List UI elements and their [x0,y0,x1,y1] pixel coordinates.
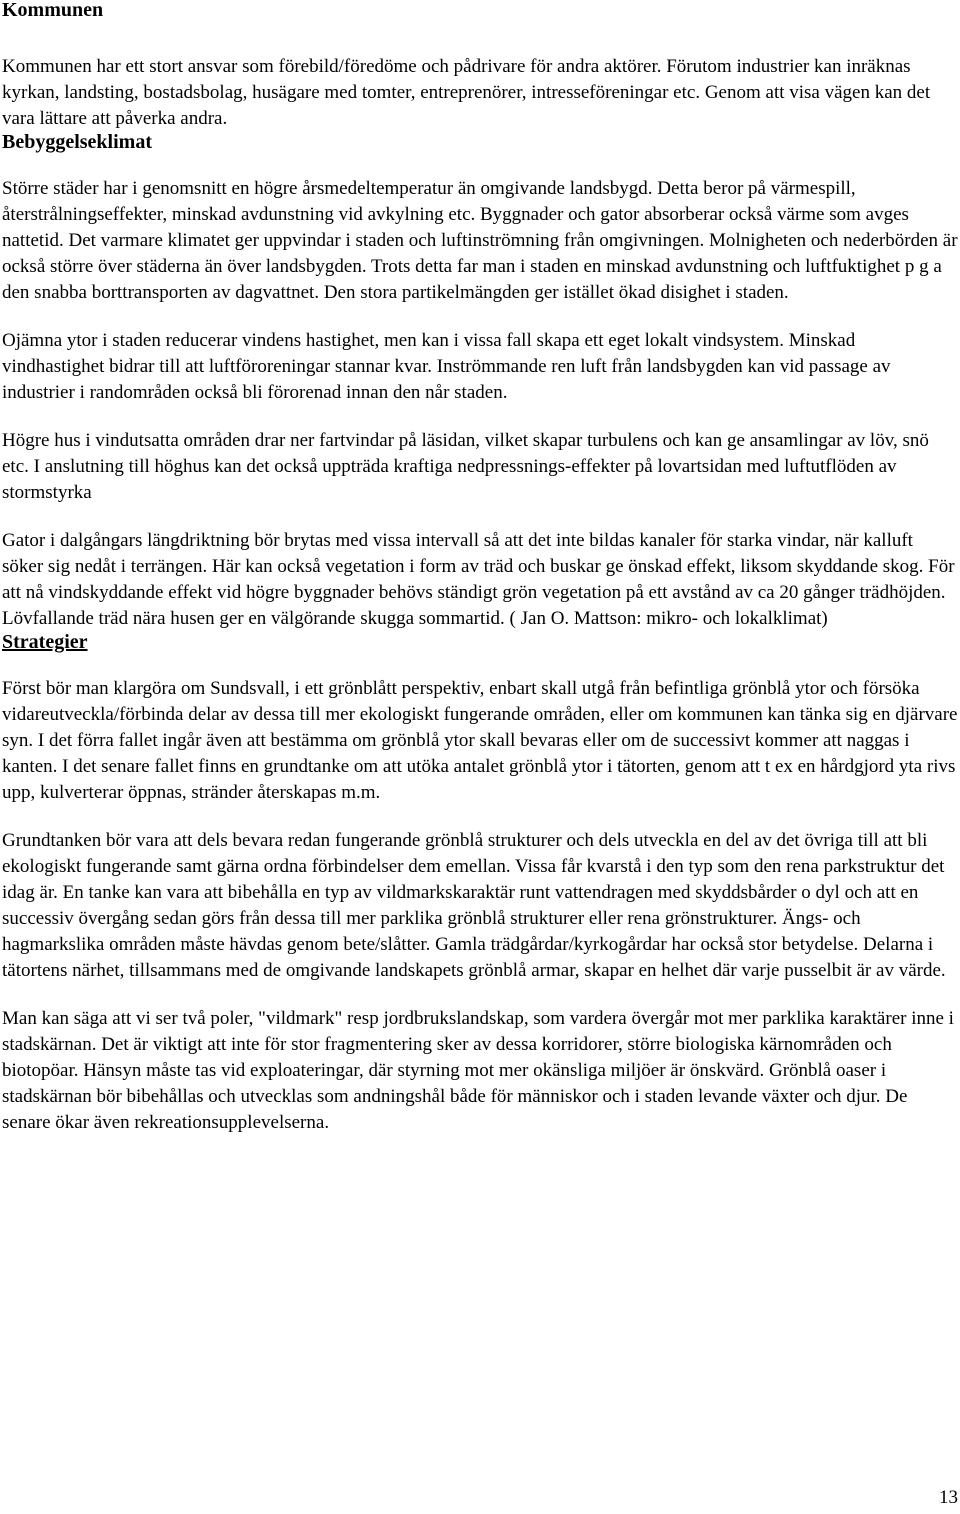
paragraph-strategier-3: Man kan säga att vi ser två poler, "vildmark" resp jordbrukslandskap, som vardera övergår mot mer parklika karaktärer inne i stadskärnan. Det är viktigt att inte för stor fragmentering sker av dessa korridorer, större biologiska kärnområden och biotopöar. Hänsyn måste tas vid exploateringar, där styrning mot mer okänsliga miljöer är önskvärd. Grönblå oaser i stadskärnan bör bibehållas och utvecklas som andningshål både för människor och i staden levande växter och djur. De senare ökar även rekreationsupplevelserna. [2,1008,954,1133]
paragraph-bebygg-4: Gator i dalgångars längdriktning bör brytas med vissa intervall så att det inte bildas kanaler för starka vindar, när kalluft söker sig nedåt i terrängen. Här kan också vegetation i form av träd och buskar ge önskad effekt, liksom skyddande skog. För att nå vindskyddande effekt vid högre byggnader behövs ständigt grön vegetation på ett avstånd av ca 20 gånger trädhöjden. Lövfallande träd nära husen ger en välgörande skugga sommartid. ( Jan O. Mattson: mikro- och lokalklimat) [2,530,955,629]
heading-kommunen: Kommunen [2,0,104,21]
page-number: 13 [939,1487,958,1508]
heading-strategier: Strategier [2,631,88,653]
paragraph-strategier-2: Grundtanken bör vara att dels bevara redan fungerande grönblå strukturer och dels utveckla en del av det övriga till att bli ekologiskt fungerande samt gärna ordna förbindelser dem emellan. Vissa får kvarstå i den typ som den rena parkstruktur det idag är. En tanke kan vara att bibehålla en typ av vildmarkskaraktär runt vattendragen med skyddsbårder o dyl och att en successiv övergång sedan görs från dessa till mer parklika grönblå strukturer eller rena grönstrukturer. Ängs- och hagmarkslika områden måste hävdas genom bete/slåtter. Gamla trädgårdar/kyrkogårdar har också stor betydelse. Delarna i tätortens närhet, tillsammans med de omgivande landskapets grönblå armar, skapar en helhet där varje pusselbit är av värde. [2,830,946,981]
paragraph-bebygg-3: Högre hus i vindutsatta områden drar ner fartvindar på läsidan, vilket skapar turbulens och kan ge ansamlingar av löv, snö etc. I anslutning till höghus kan det också uppträda kraftiga nedpressnings-effekter på lovartsidan med luftutflöden av stormstyrka [2,430,929,503]
heading-bebyggelseklimat: Bebyggelseklimat [2,131,152,153]
paragraph-strategier-1: Först bör man klargöra om Sundsvall, i ett grönblått perspektiv, enbart skall utgå från befintliga grönblå ytor och försöka vidareutveckla/förbinda delar av dessa till mer ekologiskt fungerande områden, eller om kommunen kan tänka sig en djärvare syn. I det förra fallet ingår även att bestämma om grönblå ytor skall bevaras eller om de successivt kommer att naggas i kanten. I det senare fallet finns en grundtanke om att utöka antalet grönblå ytor i tätorten, genom att t ex en hårdgjord yta rivs upp, kulverterar öppnas, stränder återskapas m.m. [2,678,958,803]
paragraph-bebygg-1: Större städer har i genomsnitt en högre årsmedeltemperatur än omgivande landsbygd. Detta beror på värmespill, återstrålningseffekter, minskad avdunstning vid avkylning etc. Byggnader och gator absorberar också värme som avges nattetid. Det varmare klimatet ger uppvindar i staden och luftinströmning från omgivningen. Molnigheten och nederbörden är också större över städerna än över landsbygden. Trots detta far man i staden en minskad avdunstning och luftfuktighet p g a den snabba borttransporten av dagvattnet. Den stora partikelmängden ger istället ökad disighet i staden. [2,178,958,303]
paragraph-kommunen-1: Kommunen har ett stort ansvar som förebild/föredöme och pådrivare för andra aktörer. Förutom industrier kan inräknas kyrkan, landsting, bostadsbolag, husägare med tomter, entreprenörer, intresseföreningar etc. Genom att visa vägen kan det vara lättare att påverka andra. [2,56,931,129]
document-body [2,0,958,1136]
paragraph-bebygg-2: Ojämna ytor i staden reducerar vindens hastighet, men kan i vissa fall skapa ett eget lokalt vindsystem. Minskad vindhastighet bidrar till att luftföroreningar stannar kvar. Inströmmande ren luft från landsbygden kan vid passage av industrier i randområden också bli förorenad innan den når staden. [2,330,891,403]
